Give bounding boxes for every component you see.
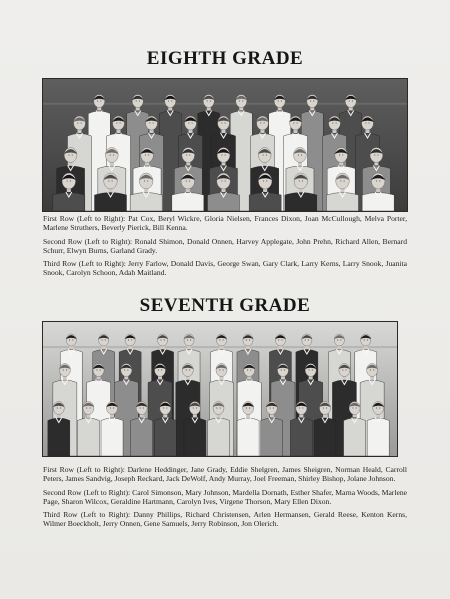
eighth-grade-heading: EIGHTH GRADE xyxy=(146,48,304,69)
eighth-first-row-caption: First Row (Left to Right): Pat Cox, Beryl Wickre, Gloria Nielsen, Frances Dixon, Joan McCullough, Melva Porter, Marlene Struthers, Beverly Pierick, Bill Kenna. xyxy=(43,214,407,233)
seventh-second-row-caption: Second Row (Left to Right): Carol Simonson, Mary Johnson, Mardella Dornath, Esther Shafer, Marna Woods, Marlene Page, Sharon Wilcox, Geraldine Hartmann, Carolyn Ives, Virgene Thorson, Mary Ellen Dixon. xyxy=(43,487,407,506)
seventh-grade-caption xyxy=(43,465,407,533)
seventh-grade-class-photo xyxy=(43,322,397,456)
seventh-third-row-caption: Third Row (Left to Right): Danny Phillips, Richard Christensen, Arlen Hermansen, Gerald Reese, Kenton Kerns, Wilmer Boeckholt, Jerry Onnen, Gene Samuels, Jerry Robinson, Jon Olerich. xyxy=(43,510,407,529)
eighth-third-row-caption: Third Row (Left to Right): Jerry Farlow, Donald Davis, George Swan, Gary Clark, Larry Kerns, Larry Snook, Juanita Snook, Carolyn Schoon, Adah Maitland. xyxy=(43,259,407,278)
seventh-first-row-caption: First Row (Left to Right): Darlene Heddinger, Jane Grady, Eddie Shelgren, James Sheigren, Norman Heald, Carroll Peters, James Sandvig, Joseph Reckard, Jack DeWolf, Andy Murray, Joel Freeman, Shirley Bishop, Jolane Johnson. xyxy=(43,465,407,484)
seventh-grade-heading: SEVENTH GRADE xyxy=(139,295,311,316)
eighth-grade-caption xyxy=(43,214,407,282)
eighth-grade-class-photo xyxy=(43,79,407,211)
eighth-second-row-caption: Second Row (Left to Right): Ronald Shimon, Donald Onnen, Harvey Applegate, John Prehn, Richard Allen, Bernard Schurr, Elwyn Burns, Garland Grady. xyxy=(43,236,407,255)
